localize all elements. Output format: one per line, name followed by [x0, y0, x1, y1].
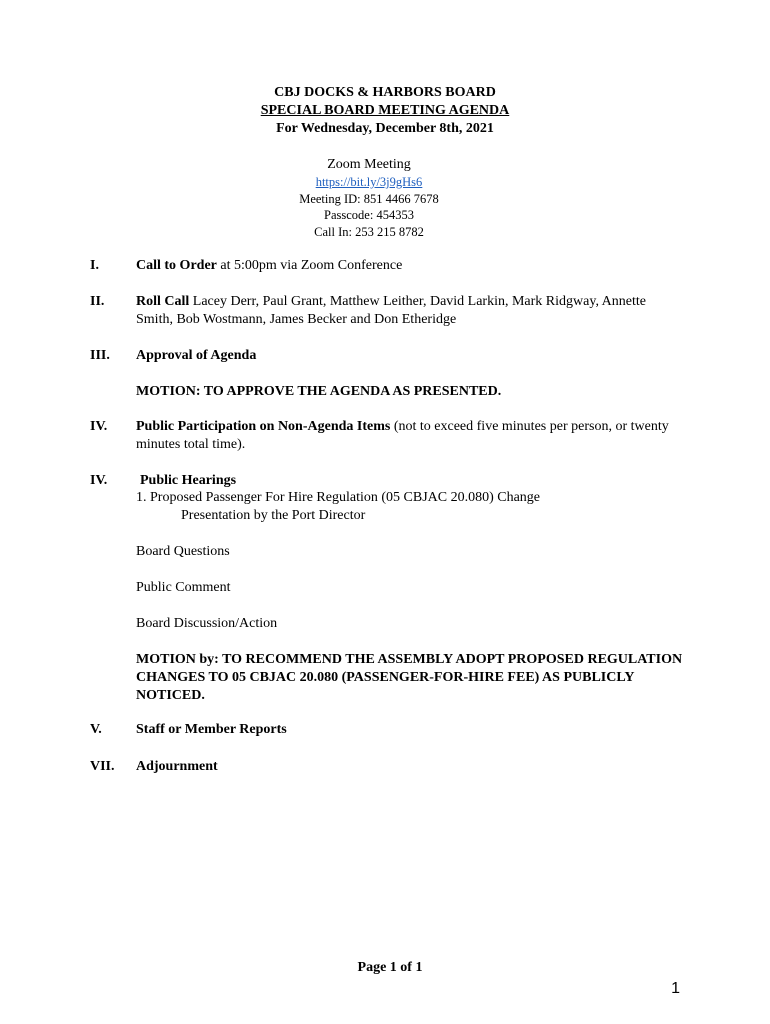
- meeting-type: Zoom Meeting: [327, 157, 411, 172]
- passcode: Passcode: 454353: [324, 208, 414, 222]
- item-number: I.: [90, 258, 99, 273]
- item-number: IV.: [90, 473, 108, 488]
- agenda-header: [0, 84, 770, 138]
- item-number: III.: [90, 348, 110, 363]
- item-number: V.: [90, 722, 102, 737]
- item-title: Public Hearings: [140, 473, 237, 488]
- item-number: II.: [90, 294, 105, 309]
- hearing-presenter: Presentation by the Port Director: [181, 508, 366, 523]
- meeting-date: For Wednesday, December 8th, 2021: [276, 121, 494, 136]
- page-number: 1: [671, 980, 680, 997]
- board-discussion: Board Discussion/Action: [136, 616, 278, 631]
- meeting-id: Meeting ID: 851 4466 7678: [299, 191, 439, 206]
- item-title: Public Participation on Non-Agenda Items: [136, 419, 391, 434]
- item-text: at 5:00pm via Zoom Conference: [216, 258, 403, 273]
- hearing-motion: MOTION by: TO RECOMMEND THE ASSEMBLY ADOPT PROPOSED REGULATION CHANGES TO 05 CBJAC 20.080 (PASSENGER-FOR-HIRE FEE) AS PUBLICLY NOTICED.: [136, 652, 683, 703]
- board-name: CBJ DOCKS & HARBORS BOARD: [274, 85, 496, 100]
- public-comment: Public Comment: [136, 580, 231, 595]
- item-number: IV.: [90, 419, 108, 434]
- board-questions: Board Questions: [136, 544, 230, 559]
- zoom-link[interactable]: https://bit.ly/3j9gHs6: [315, 175, 423, 189]
- approval-motion: MOTION: TO APPROVE THE AGENDA AS PRESENTED.: [136, 384, 502, 399]
- item-text: Lacey Derr, Paul Grant, Matthew Leither, David Larkin, Mark Ridgway, Annette Smith, Bob Wostmann, James Becker and Don Etheridge: [136, 294, 646, 327]
- agenda-title: SPECIAL BOARD MEETING AGENDA: [260, 103, 510, 118]
- item-number: VII.: [90, 759, 115, 774]
- item-title: Call to Order: [136, 258, 217, 273]
- item-text: (not to exceed five minutes per person, or twenty minutes total time).: [136, 419, 669, 452]
- page-footer-label: Page 1 of 1: [357, 960, 423, 975]
- item-title: Adjournment: [136, 759, 218, 774]
- item-title: Staff or Member Reports: [136, 722, 287, 737]
- hearing-subitem: [136, 489, 696, 525]
- call-in-number: Call In: 253 215 8782: [314, 224, 424, 239]
- hearing-subitem-title: 1. Proposed Passenger For Hire Regulation (05 CBJAC 20.080) Change: [136, 490, 541, 505]
- item-title: Approval of Agenda: [136, 348, 257, 363]
- item-title: Roll Call: [136, 294, 190, 309]
- meeting-info: [0, 156, 738, 240]
